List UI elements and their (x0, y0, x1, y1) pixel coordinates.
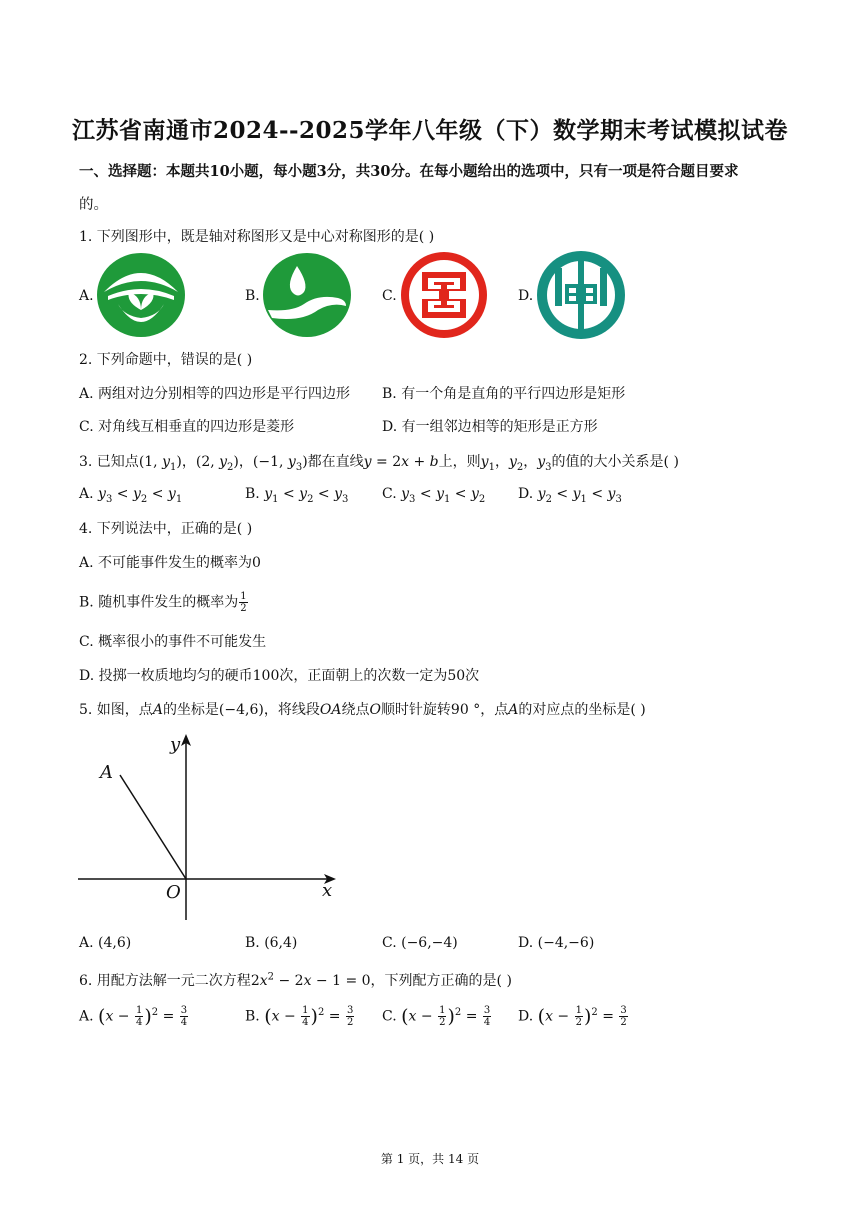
section-heading-line1: 一、选择题：本题共10小题，每小题3分，共30分。在每小题给出的选项中，只有一项是符合题目要求 (79, 163, 739, 180)
q1-option-c-label: C. (382, 288, 397, 304)
y-axis-label: y (170, 734, 181, 755)
q1-option-a-label: A. (79, 288, 94, 304)
q2-option-c: C. 对角线互相垂直的四边形是菱形 (79, 419, 295, 435)
q5-stem: 5. 如图，点A的坐标是(−4,6)，将线段OA绕点O顺时针旋转90 °，点A的对应点的坐标是( ) (79, 702, 646, 718)
q5-coordinate-figure (74, 728, 344, 923)
q4-option-d: D. 投掷一枚质地均匀的硬币100次，正面朝上的次数一定为50次 (79, 668, 480, 684)
q1-logo-b (262, 252, 352, 338)
q3-option-a: A. $y_3 < y_2 < y_1$ (79, 486, 183, 505)
q6-option-d: D. (x − $\frac{1}{2}$ )$^2$ = $\frac{3}{2}$ (518, 1005, 627, 1028)
q6-option-a: A. (x − $\frac{1}{4}$ )$^2$ = $\frac{3}{4}$ (79, 1005, 188, 1028)
q4-stem: 4. 下列说法中，正确的是( ) (79, 521, 253, 537)
q5-option-c: C. (−6,−4) (382, 935, 458, 951)
q5-option-d: D. (−4,−6) (518, 935, 595, 951)
page-footer: 第 1 页，共 14 页 (380, 1152, 480, 1166)
q5-option-a: A. (4,6) (79, 935, 132, 951)
origin-label: O (166, 882, 181, 903)
q1-logo-c (398, 250, 490, 340)
q2-option-a: A. 两组对边分别相等的四边形是平行四边形 (79, 386, 351, 402)
x-axis-label: x (322, 880, 333, 901)
q1-stem: 1. 下列图形中，既是轴对称图形又是中心对称图形的是( ) (79, 229, 435, 245)
q1-logo-d (535, 250, 627, 340)
q5-option-b: B. (6,4) (245, 935, 298, 951)
q4-option-b: B. 随机事件发生的概率为 $\frac{1}{2}$ (79, 591, 247, 614)
point-a-label: A (100, 762, 113, 783)
q2-option-d: D. 有一组邻边相等的矩形是正方形 (382, 419, 598, 435)
q6-option-c: C. (x − $\frac{1}{2}$ )$^2$ = $\frac{3}{4}$ (382, 1005, 491, 1028)
q3-option-b: B. $y_1 < y_2 < y_3$ (245, 486, 349, 505)
q6-option-b: B. (x − $\frac{1}{4}$ )$^2$ = $\frac{3}{2}$ (245, 1005, 354, 1028)
q1-option-b-label: B. (245, 288, 260, 304)
q1-option-d-label: D. (518, 288, 534, 304)
q6-stem: 6. 用配方法解一元二次方程$2x^2 - 2x - 1 = 0$，下列配方正确的是( ) (79, 971, 512, 989)
section-heading-line2: 的。 (79, 197, 108, 213)
page-title: 江苏省南通市2024--2025学年八年级（下）数学期末考试模拟试卷 (71, 117, 789, 144)
q4-option-a: A. 不可能事件发生的概率为0 (79, 555, 261, 571)
q2-stem: 2. 下列命题中，错误的是( ) (79, 352, 253, 368)
q2-option-b: B. 有一个角是直角的平行四边形是矩形 (382, 386, 626, 402)
segment-oa (120, 775, 186, 879)
q3-stem: 3. 已知点(1, $y_1$)，(2, $y_2$)，(−1, $y_3$)都在直线y = 2x + b上，则$y_1$，$y_2$，$y_3$的值的大小关系是( ) (79, 454, 679, 473)
q1-logo-a (96, 252, 186, 338)
q3-option-c: C. $y_3 < y_1 < y_2$ (382, 486, 486, 505)
q3-option-d: D. $y_2 < y_1 < y_3$ (518, 486, 622, 505)
q4-option-c: C. 概率很小的事件不可能发生 (79, 634, 267, 650)
